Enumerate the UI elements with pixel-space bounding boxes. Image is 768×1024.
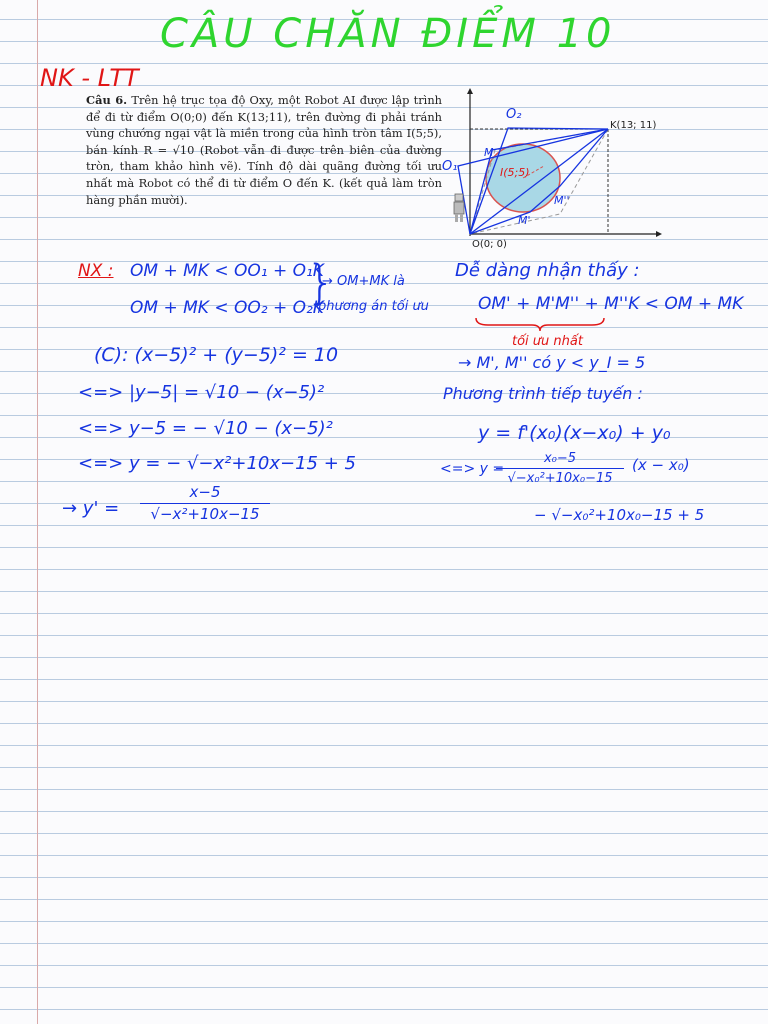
derivative-denominator: √−x²+10x−15 (140, 503, 270, 522)
derivative-fraction (140, 485, 270, 522)
tangent-numerator: x₀−5 (543, 451, 577, 466)
tangent-heading: Phương trình tiếp tuyến : (443, 384, 643, 403)
underbrace-icon (474, 316, 606, 332)
label-m: M (484, 146, 494, 159)
optimal-note: tối ưu nhất (512, 334, 583, 349)
x-axis-arrow-icon (656, 231, 662, 237)
derivative-numerator: x−5 (189, 483, 221, 501)
tangent-eq-prefix: <=> y = (440, 461, 505, 477)
problem-text: Trên hệ trục tọa độ Oxy, một Robot AI được lập trình để đi từ điểm O(0;0) đến K(13;11), trên đường đi phải tránh vùng chướng ngại vật là miền trong của hình tròn tâm I(5;5), bán kính R = √10 (Robot vẫn đi được trên biên của đường tròn, tham khảo hình vẽ). Tính độ dài quãng đường tối ưu nhất mà Robot có thể đi từ điểm O đến K. (kết quả làm tròn hàng phần mười). (86, 93, 442, 207)
robot-icon (454, 194, 464, 222)
mm-note: → M', M'' có y < y_I = 5 (458, 353, 646, 372)
tangent-denominator: √−x₀²+10x₀−15 (496, 468, 624, 485)
label-o: O(0; 0) (472, 239, 507, 250)
label-m2: M'' (554, 194, 570, 207)
problem-statement (86, 92, 442, 208)
equation-step-4: <=> y = − √−x²+10x−15 + 5 (78, 453, 356, 474)
problem-figure (440, 86, 662, 250)
page-title: CÂU CHĂN ĐIỂM 10 (160, 11, 616, 57)
derivative-prefix: → y' = (62, 498, 120, 519)
tangent-equation: y = f'(x₀)(x−x₀) + y₀ (478, 422, 671, 444)
equation-step-3: <=> y−5 = − √10 − (x−5)² (78, 418, 333, 439)
nx-conclusion-a: → OM+MK là (322, 274, 405, 289)
label-m1: M' (518, 214, 531, 227)
nx-inequality-2: OM + MK < OO₂ + O₂K (130, 298, 324, 318)
circle-equation: (C): (x−5)² + (y−5)² = 10 (94, 344, 339, 366)
easy-see-heading: Dễ dàng nhận thấy : (455, 260, 640, 281)
nx-label: NX : (78, 261, 114, 281)
label-i: I(5;5) (500, 166, 530, 179)
nx-conclusion-b: phương án tối ưu (318, 299, 429, 314)
nx-inequality-1: OM + MK < OO₁ + O₁K (130, 261, 324, 281)
label-o2: O₂ (506, 107, 522, 122)
path-inequality: OM' + M'M'' + M''K < OM + MK (478, 294, 744, 314)
label-o1: O₁ (442, 159, 458, 174)
author-tag: NK - LTT (40, 64, 139, 92)
tangent-eq-last: − √−x₀²+10x₀−15 + 5 (534, 506, 705, 524)
equation-step-2: <=> |y−5| = √10 − (x−5)² (78, 382, 325, 403)
brace-icon: } (306, 255, 336, 309)
problem-label: Câu 6. (86, 93, 128, 107)
label-k: K(13; 11) (610, 120, 657, 131)
tangent-fraction (496, 452, 624, 485)
y-axis-arrow-icon (467, 88, 473, 94)
tangent-eq-tail: (x − x₀) (632, 456, 690, 474)
